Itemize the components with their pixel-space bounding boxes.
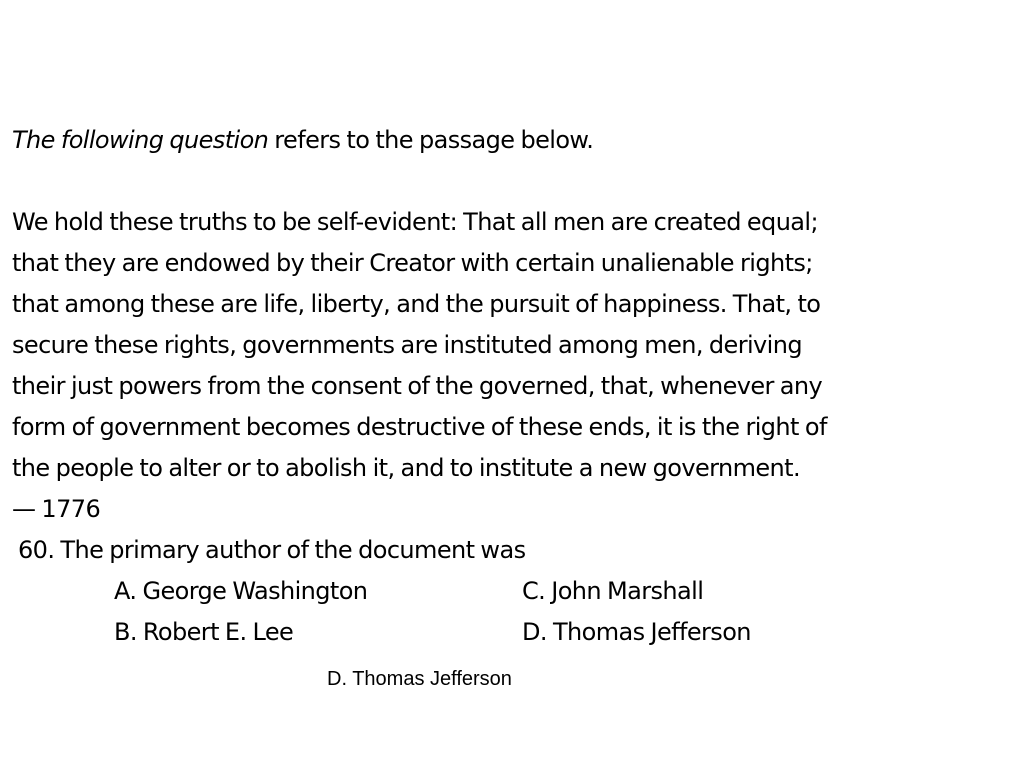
passage-line: that they are endowed by their Creator with certain unalienable rights; — [12, 249, 813, 277]
passage-line: the people to alter or to abolish it, and to institute a new government. — [12, 454, 801, 482]
passage-attribution: — 1776 — [12, 495, 101, 523]
intro-rest: refers to the passage below. — [268, 126, 594, 154]
question-text: 60. The primary author of the document was — [18, 536, 526, 564]
passage-line: form of government becomes destructive of these ends, it is the right of — [12, 413, 827, 441]
blank-line — [12, 161, 1018, 202]
passage-line: secure these rights, governments are instituted among men, deriving — [12, 331, 802, 359]
choice-b: B. Robert E. Lee — [114, 618, 294, 646]
passage-line: that among these are life, liberty, and the pursuit of happiness. That, to — [12, 290, 821, 318]
answer-text: D. Thomas Jefferson — [327, 668, 512, 690]
choice-row-2 — [12, 612, 1018, 653]
intro-italic: The following question — [12, 126, 269, 154]
passage-line: We hold these truths to be self-evident: That all men are created equal; — [12, 208, 818, 236]
choice-a: A. George Washington — [114, 577, 368, 605]
choice-d: D. Thomas Jefferson — [522, 618, 751, 646]
passage-line: their just powers from the consent of the governed, that, whenever any — [12, 372, 823, 400]
choice-c: C. John Marshall — [522, 577, 704, 605]
intro-line — [12, 120, 1018, 161]
slide-content — [12, 120, 1018, 653]
choice-row-1 — [12, 571, 1018, 612]
